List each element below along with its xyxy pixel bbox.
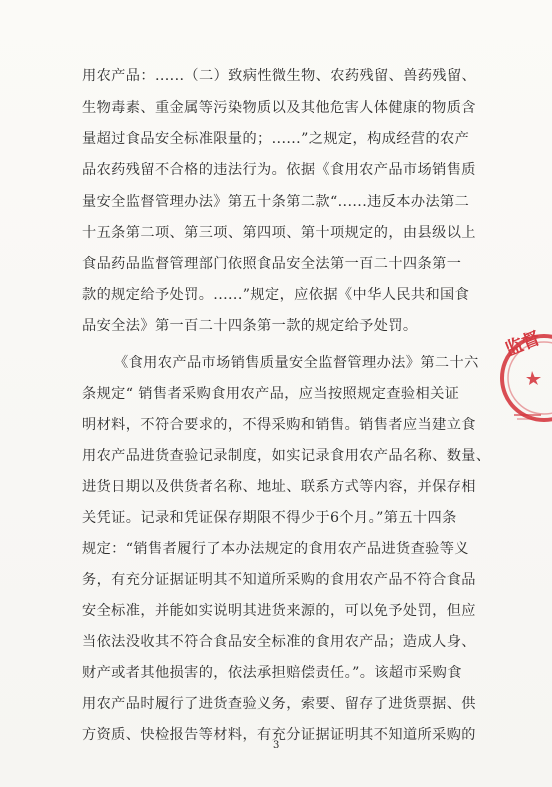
paragraph-2-line-6: 关凭证。记录和凭证保存期限不得少于6个月。”第五十四条: [82, 510, 457, 526]
body-line-5: 量安全监督管理办法》第五十条第二款“......违反本办法第二: [82, 194, 470, 210]
paragraph-2-line-4: 用农产品进货查验记录制度，如实记录食用农产品名称、数量、: [82, 448, 491, 464]
official-seal: [497, 319, 552, 437]
svg-text:监督: 监督: [502, 327, 543, 360]
paragraph-2-line-8: 务，有充分证据证明其不知道所采购的食用农产品不符合食品: [82, 572, 476, 588]
body-line-1: 用农产品：......（二）致病性微生物、农药残留、兽药残留、: [82, 68, 477, 84]
paragraph-2-line-1: 《食用农产品市场销售质量安全监督管理办法》第二十六: [114, 355, 479, 371]
paragraph-2-line-11: 财产或者其他损害的，依法承担赔偿责任。”。该超市采购食: [82, 665, 462, 681]
paragraph-2-line-13: 方资质、快检报告等材料，有充分证据证明其不知道所采购的: [82, 727, 476, 743]
body-line-4: 品农药残留不合格的违法行为。依据《食用农产品市场销售质: [82, 162, 476, 178]
paragraph-2-line-3: 明材料，不符合要求的，不得采购和销售。销售者应当建立食: [82, 417, 476, 433]
paragraph-2-line-12: 用农产品时履行了进货查验义务，索要、留存了进货票据、供: [82, 696, 476, 712]
body-line-3: 量超过食品安全标准限量的；......”之规定，构成经营的农产: [82, 131, 470, 147]
body-line-8: 款的规定给予处罚。......”规定，应依据《中华人民共和国食: [82, 287, 470, 303]
page-number: 3: [273, 740, 280, 751]
body-line-2: 生物毒素、重金属等污染物质以及其他危害人体健康的物质含: [82, 100, 476, 116]
paragraph-2-line-7: 规定：“销售者履行了本办法规定的食用农产品进货查验等义: [82, 541, 469, 557]
body-line-7: 食品药品监督管理部门依照食品安全法第一百二十四条第一: [82, 256, 462, 272]
paragraph-2-line-2: 条规定“ 销售者采购食用农产品，应当按照规定查验相关证: [82, 386, 460, 402]
body-line-9: 品安全法》第一百二十四条第一款的规定给予处罚。: [82, 318, 418, 334]
paragraph-2-line-5: 进货日期以及供货者名称、地址、联系方式等内容，并保存相: [82, 479, 476, 495]
body-line-6: 十五条第二项、第三项、第四项、第十项规定的，由县级以上: [82, 225, 476, 241]
paragraph-2-line-9: 安全标准，并能如实说明其进货来源的，可以免予处罚，但应: [82, 603, 476, 619]
paragraph-2-line-10: 当依法没收其不符合食品安全标准的食用农产品；造成人身、: [82, 634, 476, 650]
